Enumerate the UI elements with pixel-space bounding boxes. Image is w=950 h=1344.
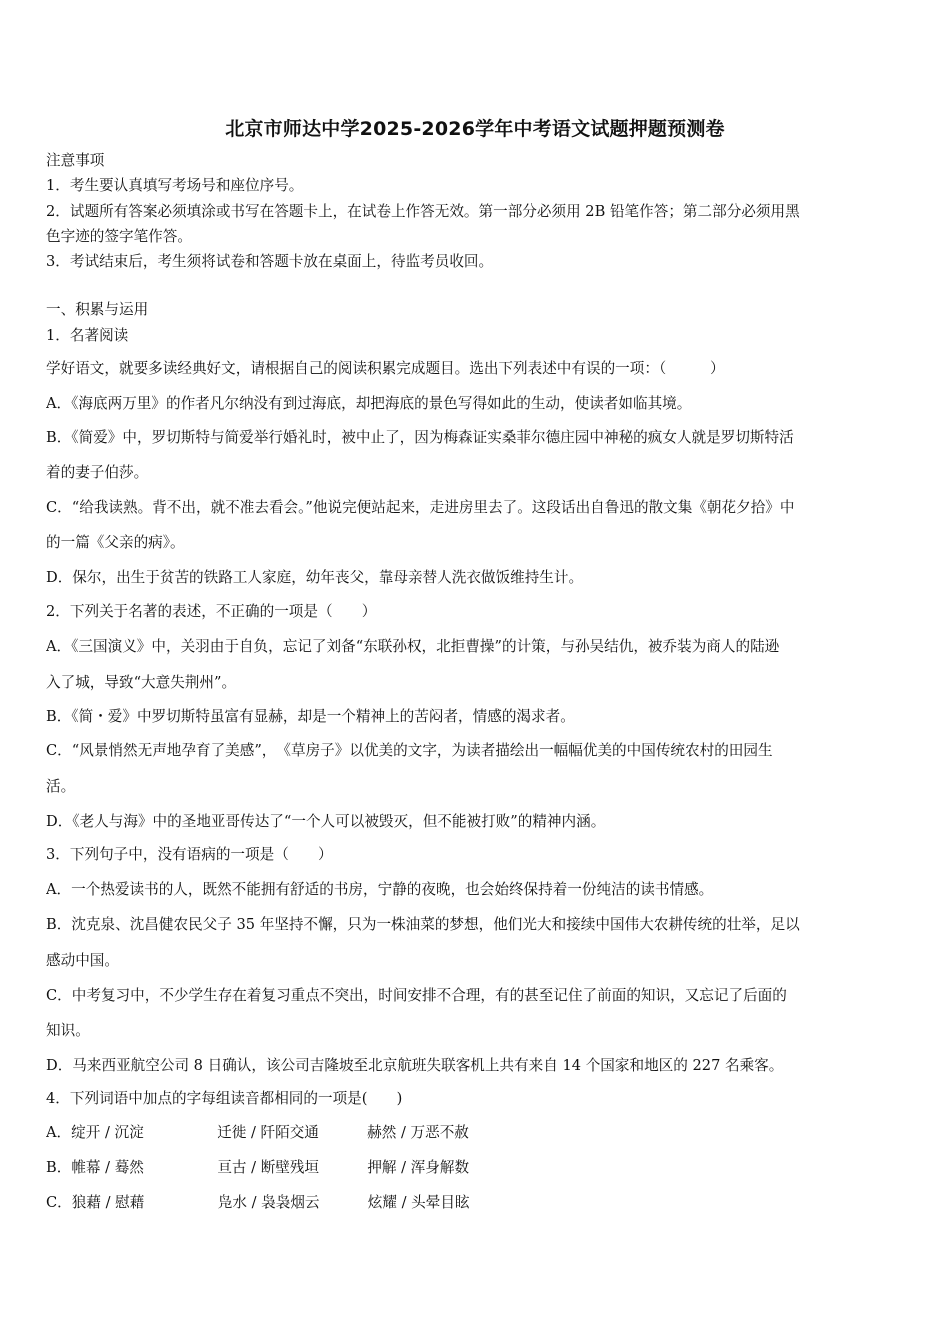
q2-option-c-cont: 活。 [46,778,76,795]
q1-number: 1．名著阅读 [46,327,129,344]
q4-word-pair: 凫水 / 袅袅烟云 [217,1194,320,1211]
q4-option-a [46,1123,910,1143]
q2-option-a: A．《三国演义》中，关羽由于自负，忘记了刘备“东联孙权，北拒曹操”的计策，与孙吴结仇，被乔装为商人的陆逊 [46,638,780,655]
q1-option-c: C．“给我读熟。背不出，就不准去看会。”他说完便站起来，走进房里去了。这段话出自鲁迅的散文集《朝花夕拾》中 [46,499,795,516]
q3-option-a: A．一个热爱读书的人，既然不能拥有舒适的书房，宁静的夜晚，也会始终保持着一份纯洁的读书情感。 [46,881,714,898]
q1-option-b: B．《简爱》中，罗切斯特与简爱举行婚礼时，被中止了，因为梅森证实桑菲尔德庄园中神秘的疯女人就是罗切斯特活 [46,429,794,446]
notice-item-2-cont: 色字迹的签字笔作答。 [46,228,192,245]
q4-word-pair: 亘古 / 断壁残垣 [217,1159,320,1176]
q4-word-pair: 迁徙 / 阡陌交通 [217,1124,319,1141]
section-heading: 一、积累与运用 [46,301,149,318]
q4-option-c [46,1193,910,1213]
notice-item-2: 2．试题所有答案必须填涂或书写在答题卡上，在试卷上作答无效。第一部分必须用 2B 铅笔作答；第二部分必须用黑 [46,203,800,220]
q1-stem: 学好语文，就要多读经典好文，请根据自己的阅读积累完成题目。选出下列表述中有误的一项：（ ） [46,360,725,377]
q2-option-d: D．《老人与海》中的圣地亚哥传达了“一个人可以被毁灭，但不能被打败”的精神内涵。 [46,813,606,830]
q3-option-b: B．沈克泉、沈昌健农民父子 35 年坚持不懈，只为一株油菜的梦想，他们光大和接续中国伟大农耕传统的壮举，足以 [46,916,800,933]
q1-option-d: D．保尔，出生于贫苦的铁路工人家庭，幼年丧父，靠母亲替人洗衣做饭维持生计。 [46,569,584,586]
notice-item-3: 3．考试结束后，考生须将试卷和答题卡放在桌面上，待监考员收回。 [46,253,494,270]
q4-word-pair: 押解 / 浑身解数 [367,1159,470,1176]
q4-option-label: C． [46,1194,72,1211]
q3-option-d: D．马来西亚航空公司 8 日确认，该公司吉隆坡至北京航班失联客机上共有来自 14 个国家和地区的 227 名乘客。 [46,1057,784,1074]
q3-option-c: C．中考复习中，不少学生存在着复习重点不突出，时间安排不合理，有的甚至记住了前面的知识，又忘记了后面的 [46,987,787,1004]
q3-option-c-cont: 知识。 [46,1022,90,1039]
q4-stem: 4．下列词语中加点的字每组读音都相同的一项是( ) [46,1090,403,1107]
q4-option-b [46,1158,910,1178]
q3-stem: 3．下列句子中，没有语病的一项是（ ） [46,846,333,863]
notice-item-1: 1．考生要认真填写考场号和座位序号。 [46,177,304,194]
q4-option-label: A． [46,1124,72,1141]
q1-option-c-cont: 的一篇《父亲的病》。 [46,534,185,551]
exam-title: 北京市师达中学2025-2026学年中考语文试题押题预测卷 [225,118,725,140]
q2-stem: 2．下列关于名著的表述，不正确的一项是（ ） [46,603,377,620]
q2-option-a-cont: 入了城，导致“大意失荆州”。 [46,674,237,691]
q3-option-b-cont: 感动中国。 [46,952,119,969]
q4-word-pair: 绽开 / 沉淀 [71,1124,144,1141]
q4-word-pair: 炫耀 / 头晕目眩 [367,1194,470,1211]
q4-word-pair: 狼藉 / 慰藉 [71,1194,145,1211]
q2-option-b: B．《简・爱》中罗切斯特虽富有显赫，却是一个精神上的苦闷者，情感的渴求者。 [46,708,575,725]
q1-option-b-cont: 着的妻子伯莎。 [46,464,149,481]
q1-option-a: A．《海底两万里》的作者凡尔纳没有到过海底，却把海底的景色写得如此的生动，使读者如临其境。 [46,395,692,412]
q2-option-c: C．“风景悄然无声地孕育了美感”， 《草房子》以优美的文字，为读者描绘出一幅幅优美的中国传统农村的田园生 [46,742,773,759]
q4-word-pair: 赫然 / 万恶不赦 [367,1124,469,1141]
q4-word-pair: 帷幕 / 蓦然 [71,1159,144,1176]
notice-heading: 注意事项 [46,152,105,169]
q4-option-label: B． [46,1159,72,1176]
